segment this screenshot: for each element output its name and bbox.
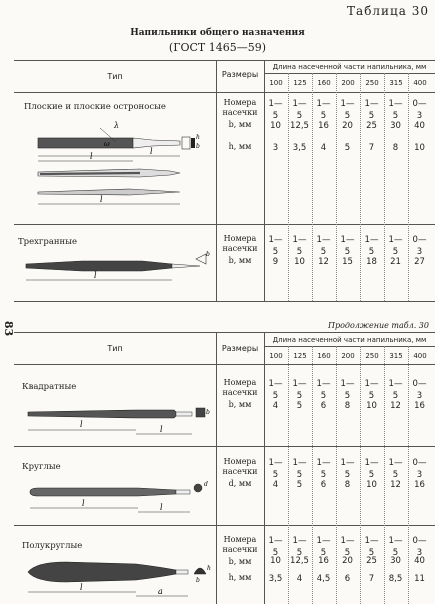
- dim-l: l: [80, 583, 83, 592]
- cell: 5: [296, 480, 303, 490]
- header-type: Тип: [107, 72, 123, 81]
- header-sizes: Размеры: [221, 344, 259, 353]
- dim-l: l: [82, 499, 85, 508]
- col-315: 315: [389, 352, 403, 360]
- cell: 3,5: [268, 574, 283, 584]
- cell: 16: [414, 401, 425, 411]
- label-width: b, мм: [228, 256, 252, 265]
- label-notch-number: Номера насечки: [222, 457, 258, 476]
- cell: 7: [368, 143, 375, 153]
- col-200: 200: [341, 352, 355, 360]
- triangular-file-drawing: [22, 252, 212, 292]
- dim-l: l: [80, 420, 83, 429]
- cell: 1—5: [364, 99, 379, 121]
- cell: 12: [318, 257, 329, 267]
- cell: 0—3: [412, 458, 427, 480]
- table-subtitle: (ГОСТ 1465—59): [168, 41, 267, 54]
- cell: 8,5: [388, 574, 403, 584]
- cell: 8: [344, 401, 351, 411]
- col-160: 160: [317, 352, 331, 360]
- dim-b: b: [196, 577, 200, 584]
- dim-l: l: [94, 271, 97, 280]
- cell: 27: [414, 257, 425, 267]
- dim-l2: l: [150, 147, 153, 156]
- header-sizes: Размеры: [221, 70, 259, 79]
- cell: 16: [318, 556, 329, 566]
- cell: 1—5: [388, 536, 403, 558]
- dim-h: h: [207, 565, 211, 572]
- cell: 15: [342, 257, 353, 267]
- cell: 1—5: [268, 99, 283, 121]
- section-flat-type: Плоские и плоские остроносые: [24, 102, 166, 112]
- dim-h: h: [196, 134, 200, 141]
- cell: 6: [320, 480, 327, 490]
- col-315: 315: [389, 79, 403, 87]
- omega-label: ω: [104, 140, 110, 148]
- label-height: h, мм: [228, 142, 252, 151]
- dim-a: a: [158, 587, 163, 596]
- cell: 4: [272, 401, 279, 411]
- cell: 1—5: [340, 458, 355, 480]
- cell: 1—5: [292, 99, 307, 121]
- cell: 18: [366, 257, 377, 267]
- flat-file-drawing: [30, 112, 210, 222]
- lambda-label: λ: [114, 121, 120, 130]
- cell: 11: [414, 574, 425, 584]
- cell: 20: [342, 556, 353, 566]
- dim-l2: l: [160, 503, 163, 512]
- cell: 4: [272, 480, 279, 490]
- cell: 5: [344, 143, 351, 153]
- cell: 1—5: [292, 458, 307, 480]
- header-type: Тип: [107, 344, 123, 353]
- dim-l: l: [90, 152, 93, 161]
- cell: 1—5: [340, 379, 355, 401]
- table-number: Таблица 30: [347, 4, 429, 18]
- cell: 1—5: [268, 536, 283, 558]
- cell: 1—5: [316, 235, 331, 257]
- cell: 1—5: [292, 235, 307, 257]
- dim-b: b: [206, 251, 210, 258]
- cell: 10: [366, 401, 377, 411]
- cell: 4,5: [316, 574, 331, 584]
- cell: 12: [390, 480, 401, 490]
- label-notch-number: Номера насечки: [222, 378, 258, 397]
- cell: 25: [366, 556, 377, 566]
- square-file-drawing: [26, 404, 212, 444]
- section-triangular-type: Трехгранные: [18, 237, 78, 247]
- cell: 1—5: [388, 458, 403, 480]
- continuation-label: Продолжение табл. 30: [327, 321, 429, 330]
- col-100: 100: [269, 79, 283, 87]
- cell: 1—5: [268, 458, 283, 480]
- cell: 4: [320, 143, 327, 153]
- label-notch-number: Номера насечки: [222, 535, 258, 554]
- dim-l2: l: [160, 425, 163, 434]
- cell: 1—5: [292, 379, 307, 401]
- col-200: 200: [341, 79, 355, 87]
- cell: 1—5: [364, 458, 379, 480]
- cell: 1—5: [340, 99, 355, 121]
- cell: 12,5: [290, 556, 309, 566]
- cell: 6: [344, 574, 351, 584]
- cell: 10: [294, 257, 305, 267]
- col-100: 100: [269, 352, 283, 360]
- cell: 1—5: [316, 99, 331, 121]
- header-length: Длина насеченной части напильника, мм: [272, 336, 427, 344]
- cell: 12: [390, 401, 401, 411]
- cell: 10: [414, 143, 425, 153]
- dim-d: d: [204, 481, 208, 488]
- cell: 1—5: [268, 379, 283, 401]
- cell: 0—3: [412, 99, 427, 121]
- table-title: Напильники общего назначения: [130, 28, 305, 38]
- cell: 0—3: [412, 536, 427, 558]
- cell: 1—5: [268, 235, 283, 257]
- cell: 1—5: [316, 379, 331, 401]
- cell: 16: [318, 121, 329, 131]
- side-page-number: 83: [2, 320, 16, 337]
- cell: 30: [390, 556, 401, 566]
- cell: 1—5: [316, 458, 331, 480]
- cell: 6: [320, 401, 327, 411]
- dim-b: b: [196, 143, 200, 150]
- dim-b: b: [206, 409, 210, 416]
- cell: 3,5: [292, 143, 307, 153]
- halfround-file-drawing: [26, 558, 212, 602]
- cell: 16: [414, 480, 425, 490]
- cell: 1—5: [292, 536, 307, 558]
- col-250: 250: [365, 79, 379, 87]
- cell: 7: [368, 574, 375, 584]
- header-length: Длина насеченной части напильника, мм: [272, 63, 427, 71]
- section-square-type: Квадратные: [22, 382, 77, 392]
- cell: 10: [366, 480, 377, 490]
- cell: 1—5: [388, 235, 403, 257]
- cell: 0—3: [412, 379, 427, 401]
- label-notch-number: Номера насечки: [222, 234, 258, 253]
- col-400: 400: [413, 352, 427, 360]
- cell: 10: [270, 556, 281, 566]
- label-notch-number: Номера насечки: [222, 98, 258, 117]
- cell: 3: [272, 143, 279, 153]
- label-diameter: d, мм: [228, 479, 252, 488]
- cell: 30: [390, 121, 401, 131]
- col-125: 125: [293, 79, 307, 87]
- cell: 1—5: [316, 536, 331, 558]
- cell: 5: [296, 401, 303, 411]
- cell: 25: [366, 121, 377, 131]
- cell: 40: [414, 121, 425, 131]
- section-round-type: Круглые: [22, 462, 61, 472]
- cell: 8: [392, 143, 399, 153]
- col-250: 250: [365, 352, 379, 360]
- cell: 9: [272, 257, 279, 267]
- cell: 1—5: [388, 99, 403, 121]
- dim-l3: l: [100, 195, 103, 204]
- cell: 40: [414, 556, 425, 566]
- section-halfround-type: Полукруглые: [22, 541, 83, 551]
- cell: 12,5: [290, 121, 309, 131]
- label-width: b, мм: [228, 400, 252, 409]
- cell: 4: [296, 574, 303, 584]
- col-400: 400: [413, 79, 427, 87]
- cell: 1—5: [388, 379, 403, 401]
- round-file-drawing: [28, 480, 212, 520]
- cell: 1—5: [364, 536, 379, 558]
- cell: 10: [270, 121, 281, 131]
- label-height: h, мм: [228, 573, 252, 582]
- cell: 21: [390, 257, 401, 267]
- label-width: b, мм: [228, 557, 252, 566]
- col-125: 125: [293, 352, 307, 360]
- cell: 20: [342, 121, 353, 131]
- col-160: 160: [317, 79, 331, 87]
- cell: 0—3: [412, 235, 427, 257]
- cell: 1—5: [364, 235, 379, 257]
- cell: 1—5: [364, 379, 379, 401]
- label-width: b, мм: [228, 120, 252, 129]
- cell: 8: [344, 480, 351, 490]
- cell: 1—5: [340, 536, 355, 558]
- cell: 1—5: [340, 235, 355, 257]
